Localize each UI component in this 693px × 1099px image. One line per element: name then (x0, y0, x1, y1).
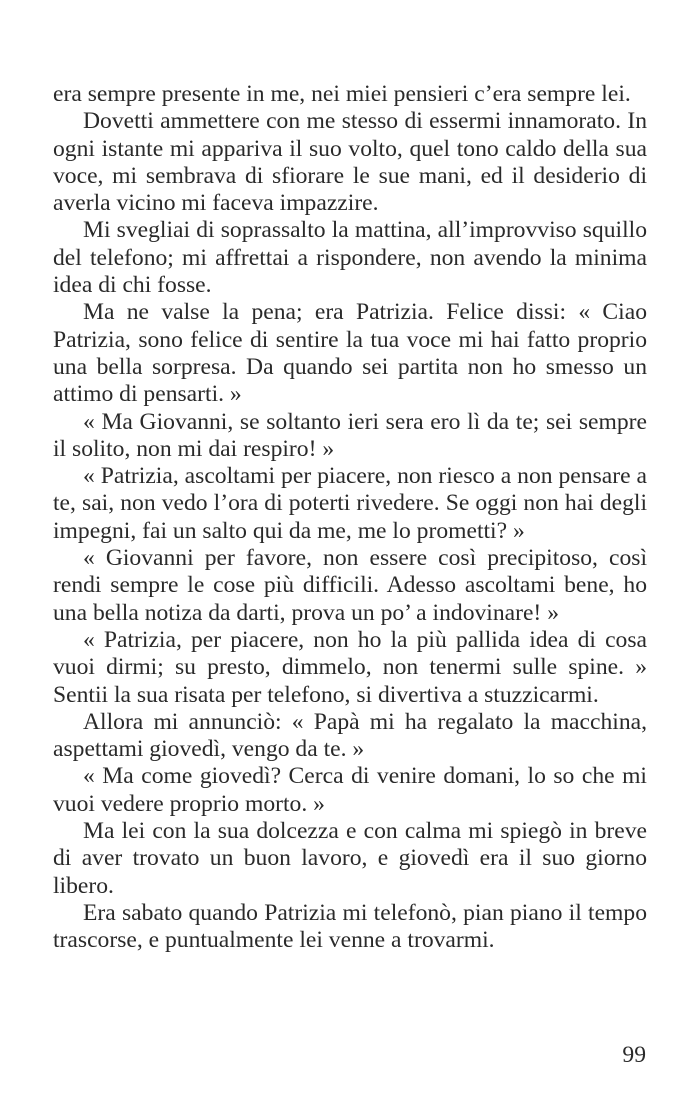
paragraph: « Giovanni per favore, non essere così precipitoso, così rendi sempre le cose più difficili. Adesso ascoltami bene, ho una bella notiza da darti, prova un po’ a indovinare! » (53, 545, 647, 626)
page-body-text (53, 81, 647, 955)
paragraph: « Patrizia, per piacere, non ho la più pallida idea di cosa vuoi dirmi; su presto, dimmelo, non tenermi sulle spine. » Sentii la sua risata per telefono, si divertiva a stuzzicarmi. (53, 626, 647, 708)
paragraph: era sempre presente in me, nei miei pensieri c’era sempre lei. (53, 81, 631, 107)
paragraph: Ma lei con la sua dolcezza e con calma mi spiegò in breve di aver trovato un buon lavoro, e giovedì era il suo giorno libero. (53, 818, 647, 899)
paragraph: Ma ne valse la pena; era Patrizia. Felice dissi: « Ciao Patrizia, sono felice di sentire la tua voce mi hai fatto proprio una bella sorpresa. Da quando sei partita non ho smesso un attimo di pensarti. » (53, 299, 647, 408)
paragraph: « Ma Giovanni, se soltanto ieri sera ero lì da te; sei sempre il solito, non mi dai respiro! » (53, 408, 647, 462)
paragraph: Dovetti ammettere con me stesso di essermi innamorato. In ogni istante mi appariva il suo volto, quel tono caldo della sua voce, mi sembrava di sfiorare le sue mani, ed il desiderio di averla vicino mi faceva impazzire. (53, 108, 647, 217)
paragraph: « Patrizia, ascoltami per piacere, non riesco a non pensare a te, sai, non vedo l’ora di poterti rivedere. Se oggi non hai degli impegni, fai un salto qui da me, me lo prometti? » (53, 463, 647, 544)
paragraph: « Ma come giovedì? Cerca di venire domani, lo so che mi vuoi vedere proprio morto. » (53, 763, 647, 817)
paragraph: Allora mi annunciò: « Papà mi ha regalato la macchina, aspettami giovedì, vengo da te. » (53, 708, 647, 763)
paragraph: Era sabato quando Patrizia mi telefonò, pian piano il tempo trascorse, e puntualmente lei venne a trovarmi. (53, 899, 647, 954)
paragraph: Mi svegliai di soprassalto la mattina, all’improvviso squillo del telefono; mi affrettai a rispondere, non avendo la minima idea di chi fosse. (53, 217, 647, 299)
page-number: 99 (622, 1042, 646, 1068)
